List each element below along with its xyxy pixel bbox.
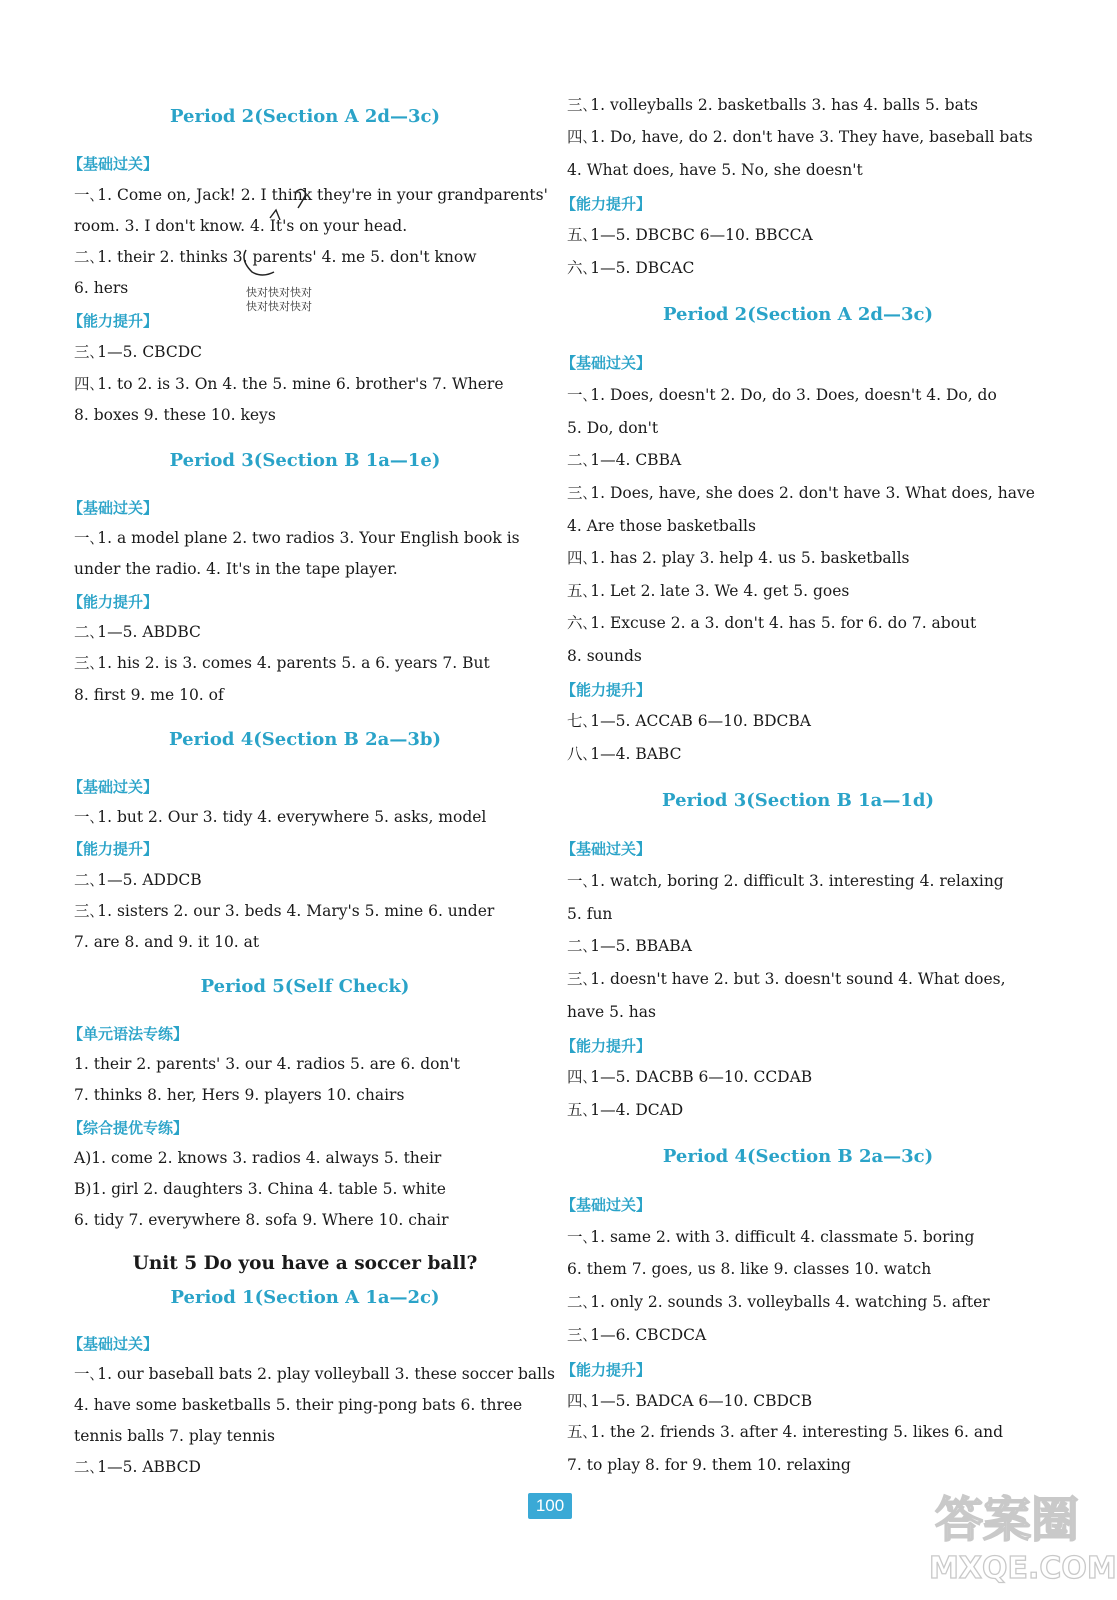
- period-title: Period 5(Self Check): [200, 976, 410, 997]
- answer-line: 四､1. to 2. is 3. On 4. the 5. mine 6. brother's 7. Where: [74, 375, 504, 393]
- answer-line: 一､1. but 2. Our 3. tidy 4. everywhere 5. asks, model: [74, 808, 487, 826]
- answer-line: 六､1. Excuse 2. a 3. don't 4. has 5. for 6. do 7. about: [567, 614, 977, 632]
- answer-line: 三､1. Does, have, she does 2. don't have 3. What does, have: [567, 484, 1035, 502]
- answer-line: 三､1. sisters 2. our 3. beds 4. Mary's 5. mine 6. under: [74, 902, 495, 920]
- answer-line: 二､1—4. CBBA: [567, 451, 682, 469]
- answer-line: 一､1. same 2. with 3. difficult 4. classmate 5. boring: [567, 1228, 975, 1246]
- answer-line: room. 3. I don't know. 4. It's on your head.: [74, 217, 408, 235]
- answer-line: 四､1. Do, have, do 2. don't have 3. They have, baseball bats: [567, 128, 1033, 146]
- answer-line: 7. are 8. and 9. it 10. at: [74, 933, 260, 951]
- answer-line: under the radio. 4. It's in the tape player.: [74, 560, 398, 578]
- answer-line: 三､1. doesn't have 2. but 3. doesn't sound 4. What does,: [567, 970, 1006, 988]
- section-tag: 【基础过关】: [68, 155, 159, 173]
- section-tag: 【基础过关】: [561, 1196, 652, 1214]
- answer-line: 4. have some basketballs 5. their ping-pong bats 6. three: [74, 1396, 523, 1414]
- pen-scribble: [238, 184, 328, 284]
- section-tag: 【基础过关】: [561, 354, 652, 372]
- section-tag: 【能力提升】: [68, 312, 159, 330]
- handwritten-note: 快对快对快对 快对快对快对: [246, 286, 312, 313]
- unit-title: Unit 5 Do you have a soccer ball?: [132, 1253, 478, 1274]
- answer-line: 二､1. their 2. thinks 3. parents' 4. me 5. don't know: [74, 248, 477, 266]
- answer-line: 二､1—5. ABBCD: [74, 1458, 201, 1476]
- answer-line: 五､1. Let 2. late 3. We 4. get 5. goes: [567, 582, 850, 600]
- answer-line: 6. them 7. goes, us 8. like 9. classes 10. watch: [567, 1260, 932, 1278]
- answer-line: 一､1. a model plane 2. two radios 3. Your English book is: [74, 529, 520, 547]
- watermark-bottom: MXQE.COM: [929, 1551, 1117, 1586]
- section-tag: 【能力提升】: [561, 1037, 652, 1055]
- answer-line: 7. to play 8. for 9. them 10. relaxing: [567, 1456, 851, 1474]
- answer-line: 4. What does, have 5. No, she doesn't: [567, 161, 863, 179]
- section-tag: 【基础过关】: [68, 778, 159, 796]
- answer-line: 一､1. our baseball bats 2. play volleyball 3. these soccer balls: [74, 1365, 555, 1383]
- answer-line: 5. Do, don't: [567, 419, 659, 437]
- period-title: Period 2(Section A 2d—3c): [170, 106, 440, 127]
- answer-line: 三､1—6. CBCDCA: [567, 1326, 707, 1344]
- answer-line: 4. Are those basketballs: [567, 517, 756, 535]
- answer-line: 三､1. volleyballs 2. basketballs 3. has 4. balls 5. bats: [567, 96, 978, 114]
- answer-line: 八､1—4. BABC: [567, 745, 682, 763]
- answer-line: 五､1. the 2. friends 3. after 4. interesting 5. likes 6. and: [567, 1423, 1004, 1441]
- watermark-top: 答案圈: [935, 1492, 1080, 1548]
- watermark-logo: [925, 1478, 1117, 1588]
- answer-line: 5. fun: [567, 905, 613, 923]
- answer-line: 二､1—5. BBABA: [567, 937, 692, 955]
- section-tag: 【单元语法专练】: [68, 1025, 189, 1043]
- section-tag: 【能力提升】: [561, 195, 652, 213]
- section-tag: 【基础过关】: [561, 840, 652, 858]
- answer-line: 一､1. watch, boring 2. difficult 3. interesting 4. relaxing: [567, 872, 1004, 890]
- answer-line: 二､1—5. ABDBC: [74, 623, 201, 641]
- answer-line: 三､1—5. CBCDC: [74, 343, 203, 361]
- section-tag: 【综合提优专练】: [68, 1119, 189, 1137]
- answer-line: 6. hers: [74, 279, 129, 297]
- period-title: Period 1(Section A 1a—2c): [170, 1287, 440, 1308]
- period-title: Period 3(Section B 1a—1d): [662, 790, 934, 811]
- answer-line: 四､1—5. BADCA 6—10. CBDCB: [567, 1392, 813, 1410]
- page-number: 100: [528, 1493, 572, 1519]
- answer-line: 8. first 9. me 10. of: [74, 686, 224, 704]
- period-title: Period 2(Section A 2d—3c): [663, 304, 933, 325]
- answer-line: 一､1. Come on, Jack! 2. I think they're in your grandparents': [74, 186, 548, 204]
- answer-line: 三､1. his 2. is 3. comes 4. parents 5. a 6. years 7. But: [74, 654, 490, 672]
- answer-line: 六､1—5. DBCAC: [567, 259, 695, 277]
- period-title: Period 4(Section B 2a—3b): [169, 729, 441, 750]
- period-title: Period 3(Section B 1a—1e): [169, 450, 441, 471]
- answer-line: 七､1—5. ACCAB 6—10. BDCBA: [567, 712, 811, 730]
- answer-line: A)1. come 2. knows 3. radios 4. always 5. their: [74, 1149, 442, 1167]
- answer-line: 五､1—4. DCAD: [567, 1101, 684, 1119]
- answer-line: B)1. girl 2. daughters 3. China 4. table 5. white: [74, 1180, 446, 1198]
- answer-line: 6. tidy 7. everywhere 8. sofa 9. Where 10. chair: [74, 1211, 449, 1229]
- answer-line: tennis balls 7. play tennis: [74, 1427, 275, 1445]
- answer-line: 二､1. only 2. sounds 3. volleyballs 4. watching 5. after: [567, 1293, 990, 1311]
- section-tag: 【能力提升】: [561, 1361, 652, 1379]
- section-tag: 【能力提升】: [561, 681, 652, 699]
- answer-line: 四､1. has 2. play 3. help 4. us 5. basketballs: [567, 549, 910, 567]
- answer-line: have 5. has: [567, 1003, 656, 1021]
- answer-line: 二､1—5. ADDCB: [74, 871, 202, 889]
- answer-line: 7. thinks 8. her, Hers 9. players 10. chairs: [74, 1086, 405, 1104]
- period-title: Period 4(Section B 2a—3c): [662, 1146, 934, 1167]
- section-tag: 【能力提升】: [68, 593, 159, 611]
- section-tag: 【能力提升】: [68, 840, 159, 858]
- answer-line: 四､1—5. DACBB 6—10. CCDAB: [567, 1068, 813, 1086]
- section-tag: 【基础过关】: [68, 1335, 159, 1353]
- answer-line: 8. boxes 9. these 10. keys: [74, 406, 276, 424]
- answer-line: 1. their 2. parents' 3. our 4. radios 5. are 6. don't: [74, 1055, 460, 1073]
- answer-line: 8. sounds: [567, 647, 642, 665]
- answer-line: 五､1—5. DBCBC 6—10. BBCCA: [567, 226, 813, 244]
- answer-line: 一､1. Does, doesn't 2. Do, do 3. Does, doesn't 4. Do, do: [567, 386, 997, 404]
- section-tag: 【基础过关】: [68, 499, 159, 517]
